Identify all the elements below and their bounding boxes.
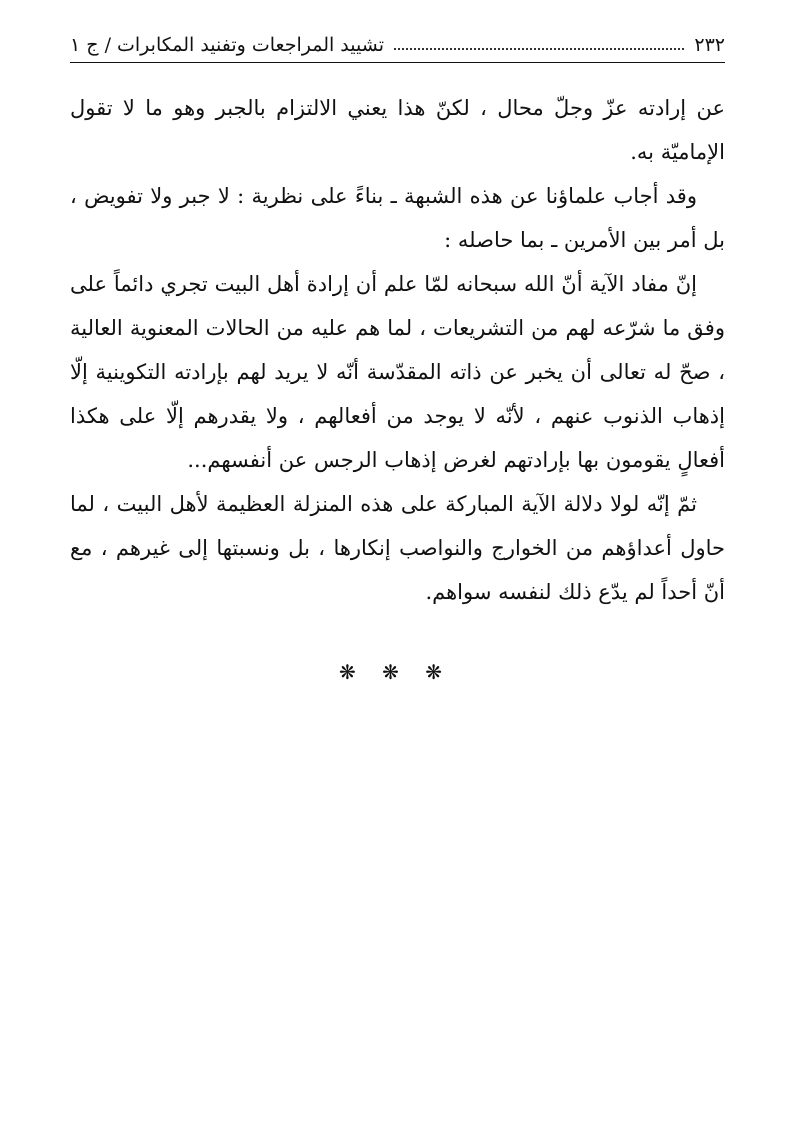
body-text [70, 86, 725, 614]
paragraph-1: عن إرادته عزّ وجلّ محال ، لكنّ هذا يعني الالتزام بالجبر وهو ما لا تقول الإماميّة به. [70, 96, 725, 164]
section-ornament: ❋ ❋ ❋ [339, 660, 452, 684]
paragraph-4: ثمّ إنّه لولا دلالة الآية المباركة على هذه المنزلة العظيمة لأهل البيت ، لما حاول أعداؤهم من الخوارج والنواصب إنكارها ، بل ونسبتها إلى غيرهم ، مع أنّ أحداً لم يدّع ذلك لنفسه سواهم. [70, 492, 725, 604]
header-dot-leader [394, 48, 684, 50]
book-title: تشييد المراجعات وتفنيد المكابرات / ج ١ [70, 34, 384, 56]
paragraph-3: إنّ مفاد الآية أنّ الله سبحانه لمّا علم أن إرادة أهل البيت تجري دائماً على وفق ما شرّعه لهم من التشريعات ، لما هم عليه من الحالات المعنوية العالية ، صحّ له تعالى أن يخبر عن ذاته المقدّسة أنّه لا يريد لهم بإرادته التكوينية إلّا إذهاب الذنوب عنهم ، لأنّه لا يوجد من أفعالهم ، ولا يقدرهم إلّا على هكذا أفعالٍ يقومون بها بإرادتهم لغرض إذهاب الرجس عن أنفسهم... [70, 272, 725, 472]
running-header [70, 28, 725, 63]
page-number: ٢٣٢ [694, 34, 725, 56]
paragraph-2: وقد أجاب علماؤنا عن هذه الشبهة ـ بناءً على نظرية : لا جبر ولا تفويض ، بل أمر بين الأمرين ـ بما حاصله : [70, 184, 725, 252]
